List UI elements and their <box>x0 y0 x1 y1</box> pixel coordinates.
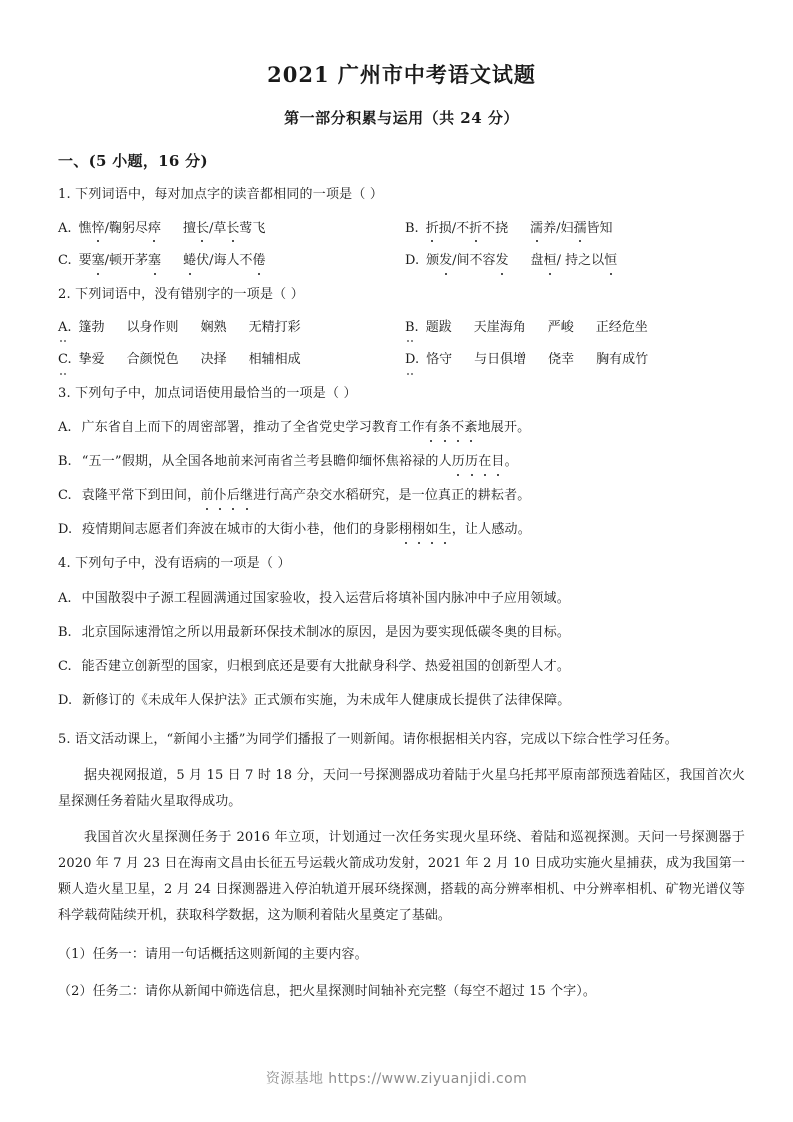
question-5 <box>58 727 745 1003</box>
option-letter: B. <box>405 220 419 236</box>
question-2-stem <box>58 285 745 305</box>
term: 折损/不折不挠 <box>426 219 508 239</box>
question-4-stem <box>58 554 745 574</box>
option-letter: B. <box>405 318 419 338</box>
question-2-stem-text: 下列词语中，没有错别字的一项是（ ） <box>75 286 304 302</box>
term: 正经危坐 <box>595 319 648 335</box>
term: 憔悴/鞠躬尽瘁 <box>79 219 161 239</box>
question-5-stem: 5. 语文活动课上，“新闻小主播”为同学们播报了一则新闻。请你根据相关内容，完成以下综合性学习任务。 <box>58 732 678 748</box>
question-3-stem <box>58 384 745 404</box>
question-4 <box>58 554 745 711</box>
question-2-number: 2. <box>58 286 71 302</box>
task-2: （2）任务二：请你从新闻中筛选信息，把火星探测时间轴补充完整（每空不超过 15 个字）。 <box>58 983 596 999</box>
option-letter: C. <box>58 658 72 674</box>
option-terms <box>426 219 613 239</box>
option-text: 新修订的《未成年人保护法》正式颁布实施，为未成年人健康成长提供了法律保障。 <box>82 692 571 708</box>
question-1-stem-text: 下列词语中，每对加点字的读音都相同的一项是（ ） <box>75 187 384 203</box>
option-3-A[interactable] <box>58 418 745 438</box>
option-terms <box>79 318 301 338</box>
option-2-B[interactable] <box>405 318 745 338</box>
question-3 <box>58 384 745 541</box>
option-4-D[interactable] <box>58 691 745 711</box>
option-letter: A. <box>58 590 72 606</box>
term: 题跋 <box>425 319 452 335</box>
option-letter: A. <box>58 318 72 338</box>
option-letter: C. <box>58 350 72 370</box>
question-1-number: 1. <box>58 187 71 203</box>
option-4-A[interactable] <box>58 589 745 609</box>
news-paragraph-2: 我国首次火星探测任务于 2016 年立项，计划通过一次任务实现火星环绕、着陆和巡视探测。天问一号探测器于 2020 年 7 月 23 日在海南文昌由长征五号运载火箭成功发射，2021 年 2 月 10 日成功实施火星捕获，成为我国第一颗人造火星卫星，2 月 24 日探测器进入停泊轨道开展环绕探测，搭载的高分辨率相机、中分辨率相机、矿物光谱仪等科学载荷陆续开机，获取科学数据，这为顺利着陆火星奠定了基础。 <box>58 830 745 924</box>
term: 挚爱 <box>78 352 105 368</box>
term: 决择 <box>200 352 227 368</box>
option-2-D[interactable] <box>405 350 745 370</box>
option-letter: D. <box>405 350 419 370</box>
task-1: （1）任务一：请用一句话概括这则新闻的主要内容。 <box>58 947 368 963</box>
question-2 <box>58 285 745 370</box>
option-text: 中国散裂中子源工程圆满通过国家验收，投入运营后将填补国内脉冲中子应用领域。 <box>81 590 570 606</box>
option-1-D[interactable] <box>405 251 745 271</box>
question-2-options-row-1 <box>58 318 745 338</box>
question-4-number: 4. <box>58 556 71 572</box>
option-terms <box>79 350 301 370</box>
watermark: 资源基地 https://www.ziyuanjidi.com <box>265 1071 528 1087</box>
option-3-B[interactable] <box>58 452 745 472</box>
option-letter: C. <box>58 488 72 504</box>
question-2-options-row-2 <box>58 350 745 370</box>
question-3-number: 3. <box>58 385 71 401</box>
option-text: 疫情期间志愿者们奔波在城市的大街小巷，他们的身影栩栩如生，让人感动。 <box>82 520 531 540</box>
option-terms <box>79 219 266 239</box>
option-letter: D. <box>405 253 420 269</box>
term: 娴熟 <box>200 319 227 335</box>
option-terms <box>426 251 617 271</box>
option-terms <box>426 350 648 370</box>
option-2-A[interactable] <box>58 318 405 338</box>
term: 严峻 <box>547 319 574 335</box>
option-terms <box>79 251 266 271</box>
question-1-options-row-1 <box>58 219 745 239</box>
term: 篷勃 <box>78 319 105 335</box>
term: 要塞/顿开茅塞 <box>79 251 161 271</box>
term: 天崖海角 <box>473 319 526 335</box>
option-letter: A. <box>58 220 72 236</box>
option-3-C[interactable] <box>58 486 745 506</box>
term: 合颜悦色 <box>126 352 179 368</box>
question-1-options-row-2 <box>58 251 745 271</box>
option-1-C[interactable] <box>58 251 405 271</box>
term: 无精打彩 <box>248 319 301 335</box>
term: 颁发/间不容发 <box>426 251 508 271</box>
term: 盘桓/ 持之以恒 <box>531 251 618 271</box>
option-text: 袁隆平常下到田间，前仆后继进行高产杂交水稻研究，是一位真正的耕耘者。 <box>82 486 531 506</box>
page-subtitle: 第一部分积累与运用（共 24 分） <box>284 109 519 128</box>
term: 与日俱增 <box>474 352 527 368</box>
option-letter: C. <box>58 253 72 269</box>
option-text: “五一”假期，从全国各地前来河南省兰考县瞻仰缅怀焦裕禄的人历历在目。 <box>82 452 518 472</box>
option-terms <box>426 318 648 338</box>
question-3-stem-text: 下列句子中，加点词语使用最恰当的一项是（ ） <box>75 385 357 401</box>
option-text: 能否建立创新型的国家，归根到底还是要有大批献身科学、热爱祖国的创新型人才。 <box>81 658 571 674</box>
term: 恪守 <box>426 352 453 368</box>
option-text: 广东省自上而下的周密部署，推动了全省党史学习教育工作有条不紊地展开。 <box>82 418 531 438</box>
option-letter: B. <box>58 624 72 640</box>
option-letter: A. <box>58 419 72 435</box>
term: 濡养/妇孺皆知 <box>530 219 612 239</box>
option-4-C[interactable] <box>58 657 745 677</box>
term: 以身作则 <box>126 319 179 335</box>
term: 蜷伏/诲人不倦 <box>183 251 265 271</box>
term: 侥幸 <box>548 352 575 368</box>
term: 胸有成竹 <box>596 352 649 368</box>
option-text: 北京国际速滑馆之所以用最新环保技术制冰的原因，是因为要实现低碳冬奥的目标。 <box>81 624 571 640</box>
option-letter: B. <box>58 453 72 469</box>
news-paragraph-1: 据央视网报道，5 月 15 日 7 时 18 分，天问一号探测器成功着陆于火星乌托邦平原南部预选着陆区，我国首次火星探测任务着陆火星取得成功。 <box>58 768 745 810</box>
option-2-C[interactable] <box>58 350 405 370</box>
term: 相辅相成 <box>248 352 301 368</box>
option-letter: D. <box>58 692 73 708</box>
option-3-D[interactable] <box>58 520 745 540</box>
question-1-stem <box>58 185 745 205</box>
question-4-stem-text: 下列句子中，没有语病的一项是（ ） <box>75 556 291 572</box>
option-4-B[interactable] <box>58 623 745 643</box>
term: 擅长/草长莺飞 <box>183 219 265 239</box>
section-heading: 一、(5 小题，16 分) <box>58 152 208 171</box>
option-letter: D. <box>58 522 73 538</box>
question-1 <box>58 185 745 270</box>
page-title: 2021 广州市中考语文试题 <box>267 62 536 87</box>
option-1-A[interactable] <box>58 219 405 239</box>
option-1-B[interactable] <box>405 219 745 239</box>
